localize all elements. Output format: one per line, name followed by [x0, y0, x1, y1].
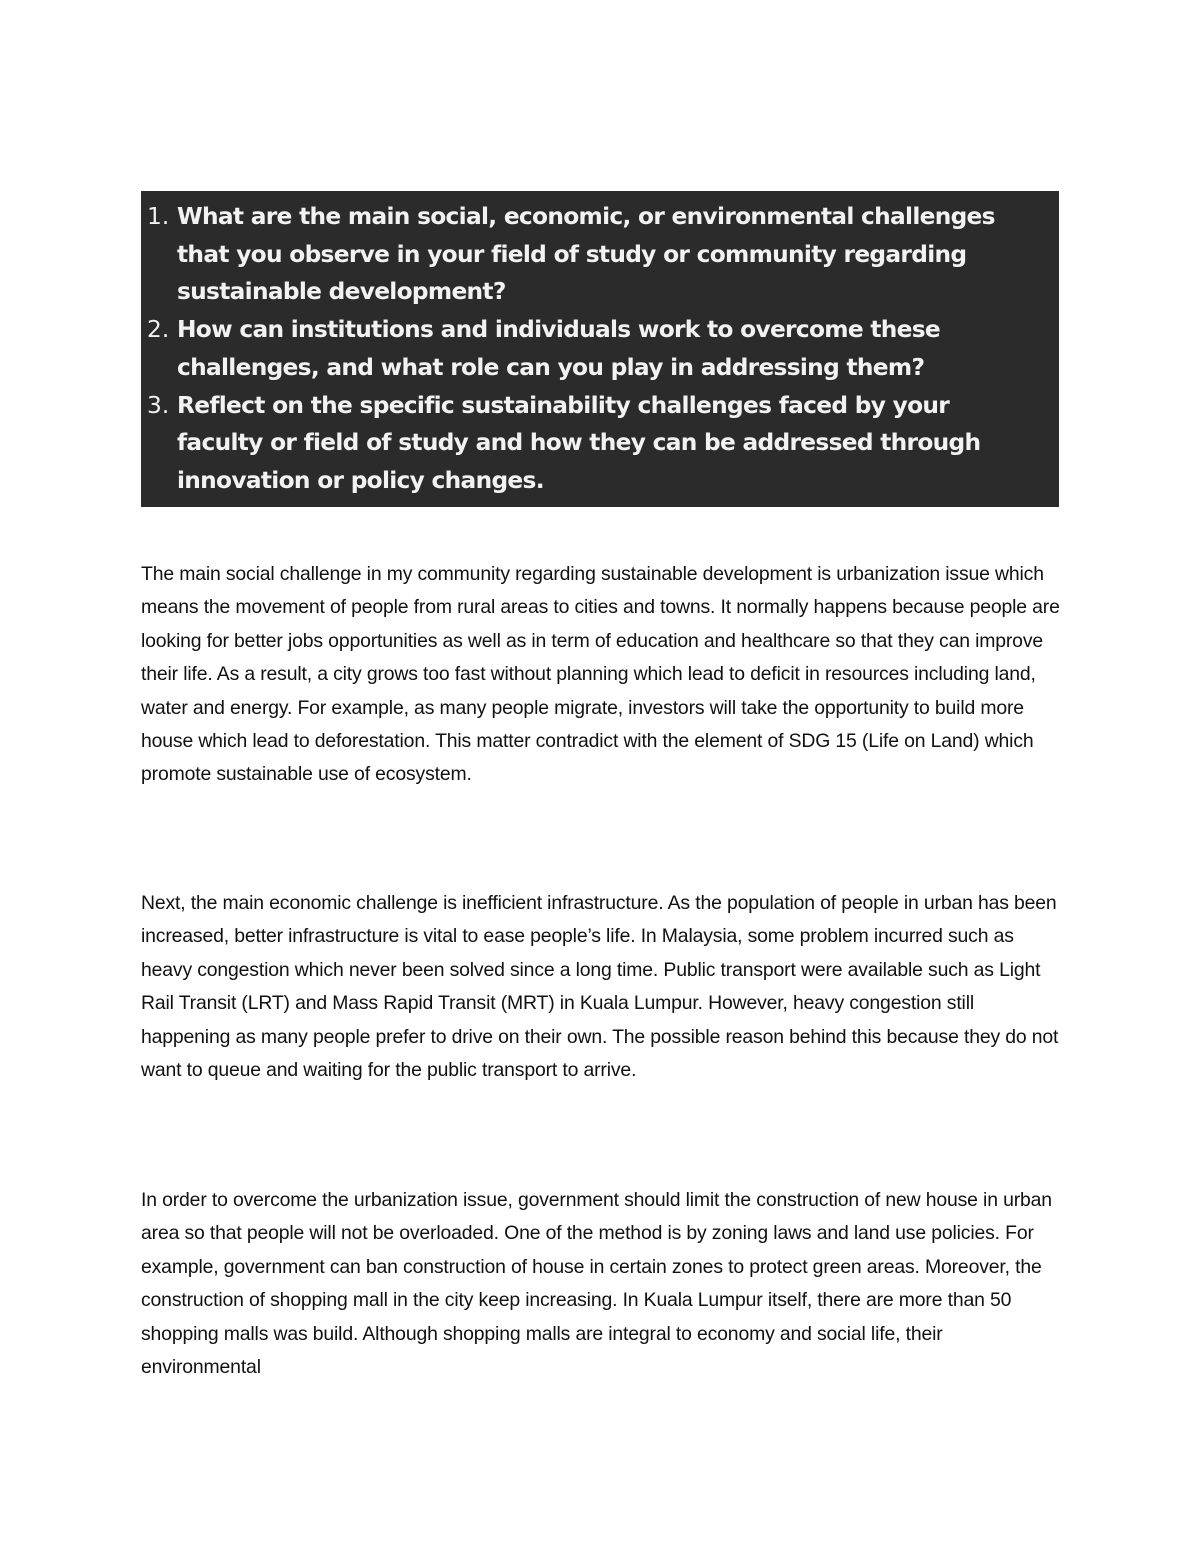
question-box [141, 191, 1059, 507]
body-paragraph-economic-challenge: Next, the main economic challenge is inefficient infrastructure. As the population of people in urban has been increased, better infrastructure is vital to ease people’s life. In Malaysia, some problem incurred such as heavy congestion which never been solved since a long time. Public transport were available such as Light Rail Transit (LRT) and Mass Rapid Transit (MRT) in Kuala Lumpur. However, heavy congestion still happening as many people prefer to drive on their own. The possible reason behind this because they do not want to queue and waiting for the public transport to arrive. [141, 892, 1059, 1082]
question-text: How can institutions and individuals work to overcome these challenges, and what role can you play in addressing them? [177, 316, 941, 381]
body-paragraph-overcoming-urbanization: In order to overcome the urbanization issue, government should limit the construction of new house in urban area so that people will not be overloaded. One of the method is by zoning laws and land use policies. For example, government can ban construction of house in certain zones to protect green areas. Moreover, the construction of shopping mall in the city keep increasing. In Kuala Lumpur itself, there are more than 50 shopping malls was build. Although shopping malls are integral to economy and social life, their environmental [141, 1189, 1052, 1379]
question-text: Reflect on the specific sustainability challenges faced by your faculty or field of study and how they can be addressed through innovation or policy changes. [177, 391, 981, 494]
question-item [147, 387, 999, 500]
question-item [147, 198, 999, 311]
question-number: 2. [147, 316, 170, 344]
body-paragraph-social-challenge: The main social challenge in my community regarding sustainable development is urbanization issue which means the movement of people from rural areas to cities and towns. It normally happens because people are looking for better jobs opportunities as well as in term of education and healthcare so that they can improve their life. As a result, a city grows too fast without planning which lead to deficit in resources including land, water and energy. For example, as many people migrate, investors will take the opportunity to build more house which lead to deforestation. This matter contradict with the element of SDG 15 (Life on Land) which promote sustainable use of ecosystem. [141, 563, 1060, 786]
question-item [147, 311, 999, 386]
question-list [147, 198, 999, 500]
question-text: What are the main social, economic, or environmental challenges that you observe in your field of study or community regarding sustainable development? [177, 203, 995, 306]
question-number: 3. [147, 391, 170, 419]
question-number: 1. [147, 203, 170, 230]
